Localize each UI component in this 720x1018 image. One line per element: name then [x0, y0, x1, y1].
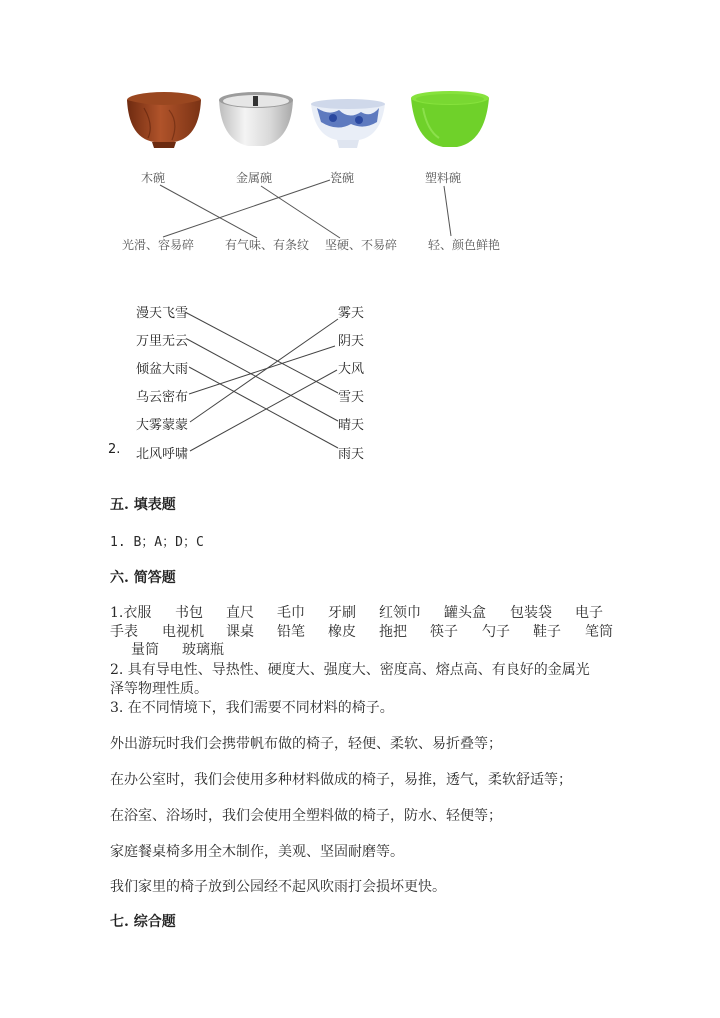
property-label-light-colorful: 轻、颜色鲜艳: [428, 238, 501, 252]
q1-word: 衣服: [123, 605, 152, 621]
bowl-label-porcelain: 瓷碗: [330, 171, 355, 185]
section-7-heading: 七. 综合题: [110, 914, 176, 930]
question-number: 2.: [108, 442, 121, 457]
property-label-hard-unbreakable: 坚硬、不易碎: [325, 238, 398, 252]
q1-word: 电视机: [162, 624, 204, 640]
bowl-label-plastic: 塑料碗: [425, 171, 462, 185]
bowl-label-wooden: 木碗: [141, 171, 166, 185]
section-6-heading: 六. 简答题: [110, 570, 176, 586]
right-item: 雨天: [338, 447, 365, 462]
q1-word: 勺子: [482, 624, 510, 640]
q1-word: 筷子: [430, 624, 458, 640]
q1-word: 橡皮: [328, 624, 356, 640]
q1-word: 笔筒: [585, 624, 613, 640]
left-item: 倾盆大雨: [136, 362, 189, 377]
property-label-smooth-fragile: 光滑、容易碎: [122, 238, 195, 252]
q1-word: 电子: [575, 605, 603, 621]
right-item: 晴天: [338, 418, 365, 433]
q1-word: 手表: [110, 624, 138, 640]
q1-word: 牙刷: [328, 605, 356, 621]
q1-word: 书包: [175, 605, 203, 621]
q1-word: 包装袋: [510, 605, 552, 621]
q3-line: 3. 在不同情境下，我们需要不同材料的椅子。: [110, 700, 394, 716]
match-line: [190, 319, 338, 422]
q1-prefix: 1.: [110, 605, 124, 621]
left-item: 漫天飞雪: [136, 306, 189, 321]
q1-word: 玻璃瓶: [182, 642, 224, 658]
answer-paragraph: 在浴室、浴场时，我们会使用全塑料做的椅子，防水、轻便等；: [110, 808, 502, 824]
match-line: [190, 370, 337, 451]
q1-word: 鞋子: [533, 624, 561, 640]
left-item: 万里无云: [136, 334, 189, 349]
right-item: 雾天: [338, 306, 365, 321]
answer-paragraph: 我们家里的椅子放到公园经不起风吹雨打会损坏更快。: [110, 879, 446, 895]
section-5-heading: 五. 填表题: [110, 497, 176, 513]
q1-line2: [110, 621, 613, 641]
q1-word: 红领巾: [379, 605, 421, 621]
right-item: 阴天: [338, 334, 365, 349]
bowl-label-metal: 金属碗: [236, 171, 273, 185]
property-label-smell-stripes: 有气味、有条纹: [225, 238, 310, 252]
q2-line2: 泽等物理性质。: [110, 681, 208, 697]
answer-paragraph: 家庭餐桌椅多用全木制作，美观、坚固耐磨等。: [110, 844, 404, 860]
q1-word: 课桌: [226, 624, 254, 640]
section-5-answer: 1. B；A；D；C: [110, 535, 204, 550]
left-item: 乌云密布: [136, 390, 189, 405]
matching-lines-weather: [0, 0, 720, 470]
left-item: 北风呼啸: [136, 447, 189, 462]
q1-word: 罐头盒: [444, 605, 486, 621]
q1-line3: [131, 639, 224, 659]
answer-paragraph: 外出游玩时我们会携带帆布做的椅子，轻便、柔软、易折叠等；: [110, 736, 502, 752]
q1-word: 毛巾: [277, 605, 305, 621]
q2-line1: 2. 具有导电性、导热性、硬度大、强度大、密度高、熔点高、有良好的金属光: [110, 662, 590, 678]
q1-line1: [110, 602, 603, 622]
q1-word: 量筒: [131, 642, 159, 658]
right-item: 大风: [338, 362, 365, 377]
q1-word: 拖把: [379, 624, 407, 640]
right-item: 雪天: [338, 390, 365, 405]
answer-paragraph: 在办公室时，我们会使用多种材料做成的椅子，易推，透气，柔软舒适等；: [110, 772, 572, 788]
left-item: 大雾蒙蒙: [136, 418, 189, 433]
q1-word: 铅笔: [277, 624, 305, 640]
q1-word: 直尺: [226, 605, 254, 621]
